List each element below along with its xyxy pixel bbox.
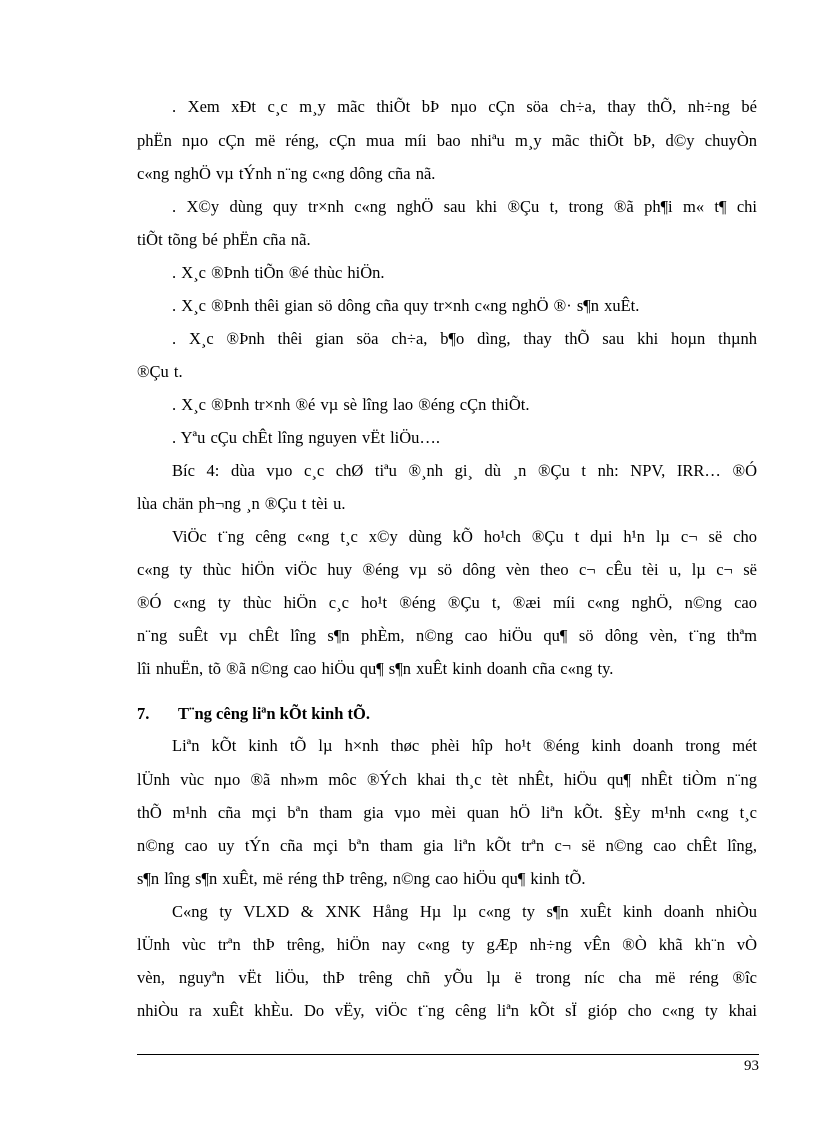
text-line: ViÖc t¨ng cêng c«ng t¸c x©y dùng kÕ ho¹ch ®Çu t dµi h¹n lµ c¬ së cho [172,527,757,546]
section-number: 7. [137,704,150,723]
text-line: ®Çu t. [137,362,183,381]
text-line: tiÕt tõng bé phËn cña nã. [137,230,311,249]
text-line: . X¸c ®Þnh thêi gian sö dông cña quy tr×nh c«ng nghÖ ®· s¶n xuÊt. [172,296,640,315]
text-line: s¶n lîng s¶n xuÊt, më réng thÞ trêng, n©ng cao hiÖu qu¶ kinh tÕ. [137,869,586,888]
text-line: Liªn kÕt kinh tÕ lµ h×nh thøc phèi hîp ho¹t ®éng kinh doanh trong mét [172,736,757,755]
text-line: n©ng cao uy tÝn cña mçi bªn tham gia liªn kÕt trªn c¬ së n©ng cao chÊt lîng, [137,836,757,855]
page-number: 93 [744,1058,759,1074]
text-line: vèn, nguyªn vËt liÖu, thÞ trêng chñ yÕu lµ ë trong níc cha më réng ®îc [137,968,757,987]
text-line: . X©y dùng quy tr×nh c«ng nghÖ sau khi ®Çu t, trong ®ã ph¶i m« t¶ chi [172,197,757,216]
text-line: lùa chän ph¬ng ¸n ®Çu t tèi u. [137,494,346,513]
section-heading: T¨ng cêng liªn kÕt kinh tÕ. [178,704,370,723]
text-line: c«ng nghÖ vµ tÝnh n¨ng c«ng dông cña nã. [137,164,436,183]
text-line: . X¸c ®Þnh tr×nh ®é vµ sè lîng lao ®éng cÇn thiÕt. [172,395,530,414]
text-line: n¨ng suÊt vµ chÊt lîng s¶n phÈm, n©ng cao hiÖu qu¶ sö dông vèn, t¨ng thªm [137,626,757,645]
text-line: . X¸c ®Þnh thêi gian söa ch÷a, b¶o dìng, thay thÕ sau khi hoµn thµnh [172,329,757,348]
text-line: c«ng ty thùc hiÖn viÖc huy ®éng vµ sö dông vèn theo c¬ cÊu tèi u, lµ c¬ së [137,560,757,579]
text-line: ®Ó c«ng ty thùc hiÖn c¸c ho¹t ®éng ®Çu t, ®æi míi c«ng nghÖ, n©ng cao [137,593,757,612]
text-line: . Xem xÐt c¸c m¸y mãc thiÕt bÞ nµo cÇn söa ch÷a, thay thÕ, nh÷ng bé [172,97,757,116]
text-line: C«ng ty VLXD & XNK Hång Hµ lµ c«ng ty s¶n xuÊt kinh doanh nhiÒu [172,902,757,921]
text-line: . X¸c ®Þnh tiÕn ®é thùc hiÖn. [172,263,385,282]
text-line: lîi nhuËn, tõ ®ã n©ng cao hiÖu qu¶ s¶n xuÊt kinh doanh cña c«ng ty. [137,659,614,678]
text-line: . Yªu cÇu chÊt lîng nguyen vËt liÖu…. [172,428,441,447]
text-line: Bíc 4: dùa vµo c¸c chØ tiªu ®¸nh gi¸ dù ¸n ®Çu t nh: NPV, IRR… ®Ó [172,461,757,480]
text-line: lÜnh vùc trªn thÞ trêng, hiÖn nay c«ng ty gÆp nh÷ng vÊn ®Ò khã kh¨n vÒ [137,935,757,954]
text-line: nhiÒu ra xuÊt khÈu. Do vËy, viÖc t¨ng cêng liªn kÕt sÏ gióp cho c«ng ty khai [137,1001,757,1020]
text-line: phËn nµo cÇn më réng, cÇn mua míi bao nhiªu m¸y mãc thiÕt bÞ, d©y chuyÒn [137,131,757,150]
text-line: lÜnh vùc nµo ®ã nh»m môc ®Ých khai th¸c tèt nhÊt, hiÖu qu¶ nhÊt tiÒm n¨ng [137,770,757,789]
footer-rule [137,1054,759,1055]
text-line: thÕ m¹nh cña mçi bªn tham gia vµo mèi quan hÖ liªn kÕt. §Èy m¹nh c«ng t¸c [137,803,757,822]
